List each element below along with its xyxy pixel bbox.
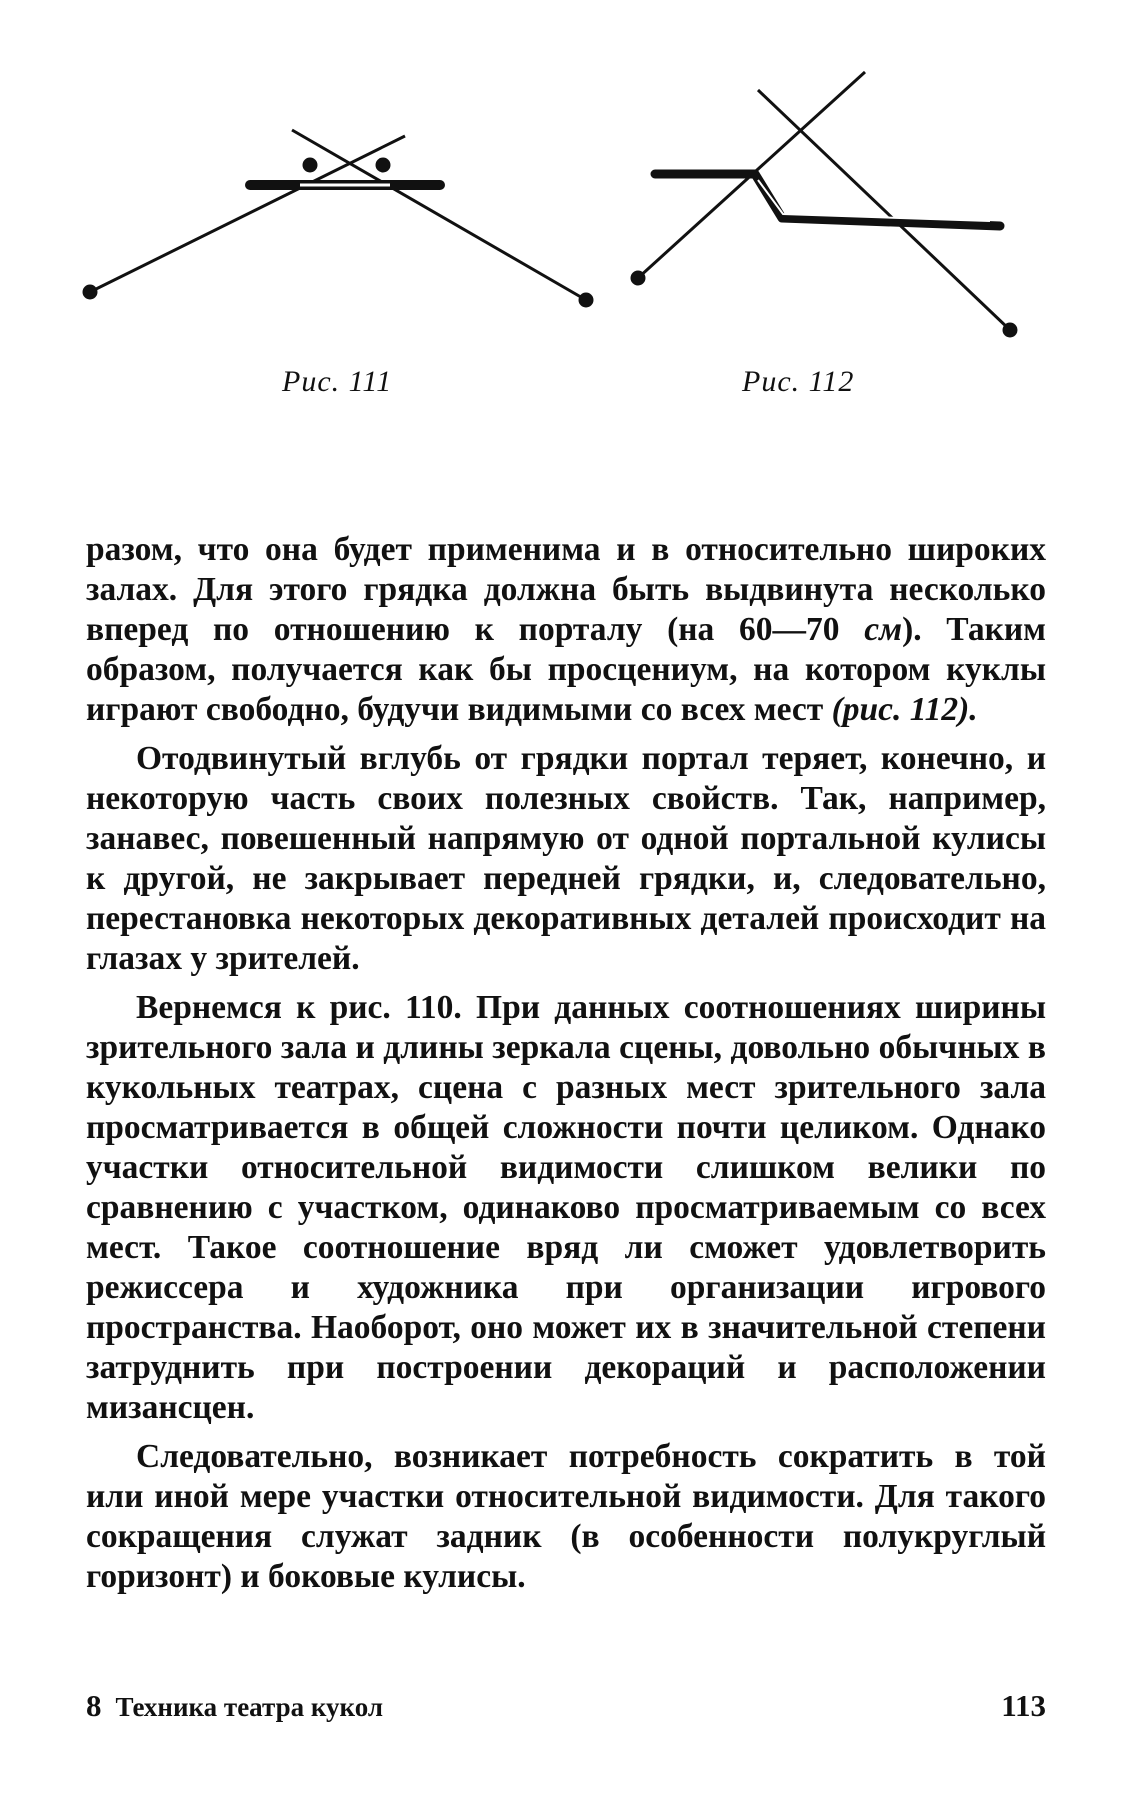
body-text (86, 530, 1046, 1606)
figure-reference: (рис. 112). (831, 691, 978, 728)
figure-111-caption: Рис. 111 (282, 365, 393, 398)
figure-diagrams (0, 0, 1140, 440)
viewer-right-dot (1003, 323, 1017, 337)
page-footer (86, 1688, 1046, 1728)
paragraph-1 (86, 530, 1046, 730)
viewer-left-dot (631, 271, 645, 285)
sightline-right (758, 90, 1010, 330)
portal-edge-left-dot (303, 158, 317, 172)
paragraph-3: Вернемся к рис. 110. При данных соотношениях ширины зрительного зала и длины зеркала сцены, довольно обычных в кукольных театрах, сцена с разных мест зрительного зала просматривается в общей сложности почти целиком. Однако участки относительной видимости слишком велики по сравнению с участком, одинаково просматриваемым со всех мест. Такое соотношение вряд ли сможет удовлетворить режиссера и художника при организации игрового пространства. Наоборот, оно может их в значительной степени затруднить при построении декораций и расположении мизансцен. (86, 989, 1046, 1426)
figure-112-diagram (631, 72, 1017, 337)
paragraph-1-text: разом, что она будет применима и в относительно широких залах. Для этого грядка должна быть выдвинута несколько вперед по отношению к порталу (на 60—70 (86, 531, 1046, 648)
figures-area (0, 0, 1140, 440)
viewer-left-dot (83, 285, 97, 299)
portal-and-grid-line (655, 174, 1000, 226)
portal-edge-right-dot (376, 158, 390, 172)
figure-112-caption: Рис. 112 (742, 365, 855, 398)
signature-title: Техника театра кукол (115, 1692, 384, 1722)
signature-mark (86, 1688, 383, 1724)
viewer-right-dot (579, 293, 593, 307)
sightline-right (292, 130, 586, 300)
sightline-left (90, 136, 405, 292)
unit-cm: см (864, 611, 903, 648)
paragraph-4: Следовательно, возникает потребность сократить в той или иной мере участки относительной видимости. Для такого сокращения служат задник (в особенности полукруглый горизонт) и боковые кулисы. (86, 1438, 1046, 1595)
signature-number: 8 (86, 1688, 102, 1723)
figure-111-diagram (83, 130, 593, 307)
paragraph-2: Отодвинутый вглубь от грядки портал теряет, конечно, и некоторую часть своих полезных свойств. Так, например, занавес, повешенный напрямую от одной портальной кулисы к другой, не закрывает передней грядки, и, следовательно, перестановка некоторых декоративных деталей происходит на глазах у зрителей. (86, 740, 1046, 977)
paragraph-1-text-2: ). Таким образом, получается как бы просцениум, на котором куклы играют свободно, будучи видимыми со всех мест (86, 611, 1046, 728)
page-number: 113 (1001, 1688, 1046, 1723)
